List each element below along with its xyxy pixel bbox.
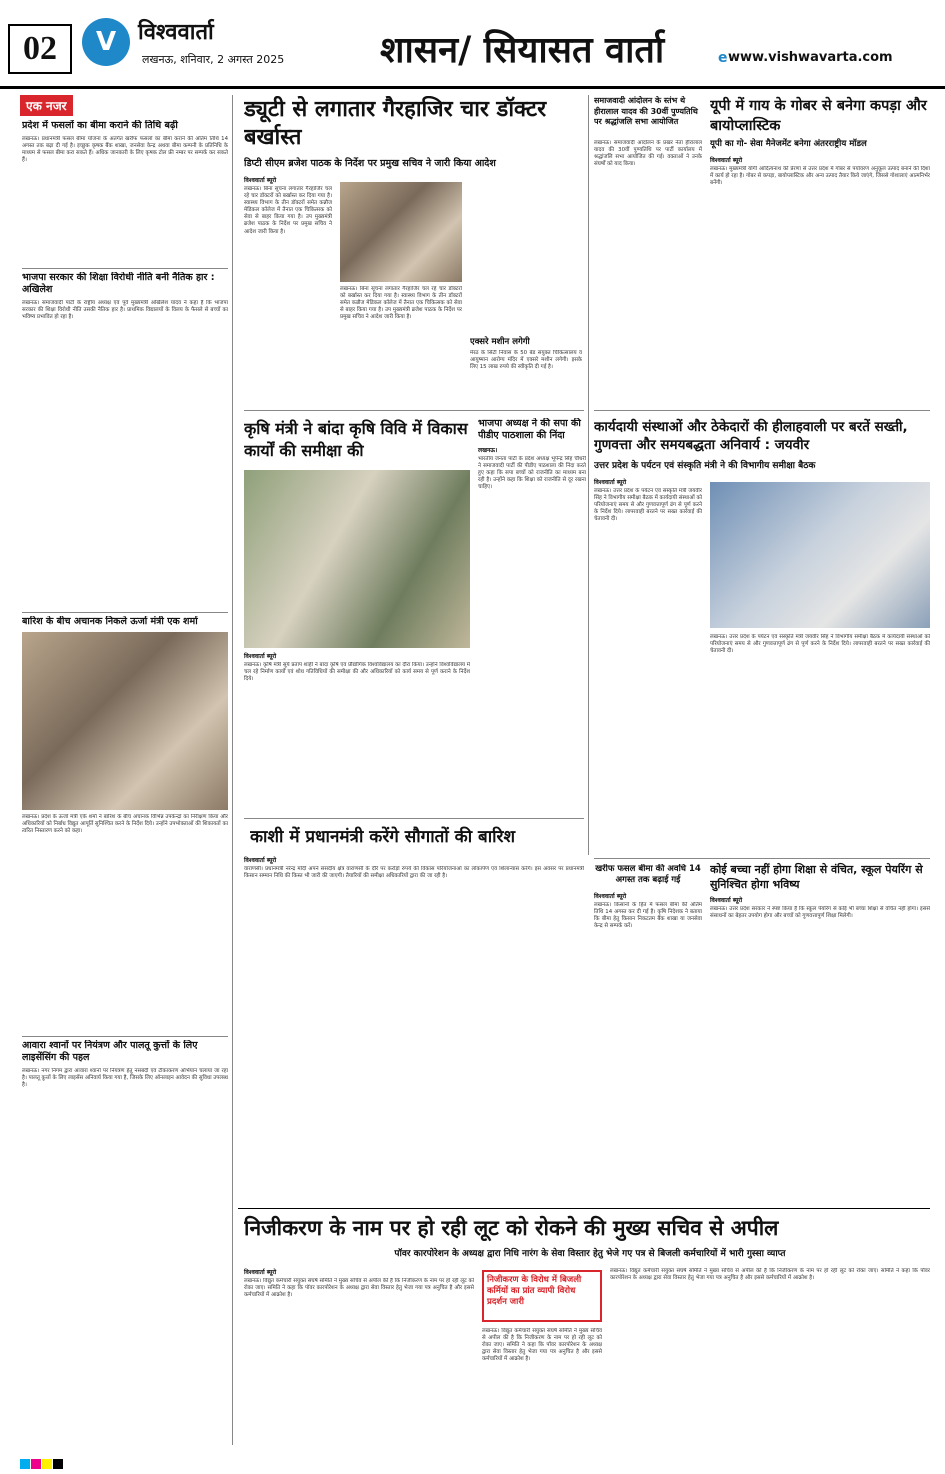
story-body-privatisation-cont2: लखनऊ। विद्युत कर्मचारी संयुक्त संघर्ष समिति ने मुख्य सचिव से अपील की है कि निजीकरण के नाम पर हो रही लूट को रोका जाए। समिति ने कहा कि पॉवर कारपोरेशन के अध्यक्ष द्वारा सेवा विस्तार हेतु भेजा गया पत्र अनुचित है और इससे कर्मचारियों में आक्रोश है। bbox=[610, 1268, 930, 1282]
brief-body-4: लखनऊ। नगर निगम द्वारा आवारा श्वानों पर नियंत्रण हेतु नसबंदी एवं टीकाकरण अभियान चलाया जा रहा है। पालतू कुत्तों के लिए लाइसेंस अनिवार्य किया गया है, जिसके लिए ऑनलाइन आवेदन की सुविधा उपलब्ध है। bbox=[22, 1068, 228, 1089]
byline: विश्ववार्ता ब्यूरो bbox=[710, 897, 743, 904]
web-icon: e bbox=[718, 50, 728, 66]
story-subhead-cow-dung: यूपी का गो- सेवा मैनेजमेंट बनेगा अंतरराष्ट्रीय मॉडल bbox=[710, 139, 867, 149]
story-body-tourism: लखनऊ। उत्तर प्रदेश के पर्यटन एवं संस्कृति मंत्री जयवीर सिंह ने विभागीय समीक्षा बैठक में कार्यदायी संस्थाओं को परियोजनाएं समय से और गुणवत्तापूर्ण ढंग से पूर्ण करने के निर्देश दिये। लापरवाही बरतने पर सख्त कार्रवाई की चेतावनी दी। bbox=[594, 488, 702, 523]
story-headline-tourism: कार्यदायी संस्थाओं और ठेकेदारों की हीलाहवाली पर बरतें सख्ती, गुणवत्ता और समयबद्धता अनिवार्य : जयवीर bbox=[594, 419, 908, 453]
story-body-school-pairing: लखनऊ। उत्तर प्रदेश सरकार ने स्पष्ट किया है कि स्कूल पेयरिंग से कोई भी बच्चा शिक्षा से वंचित नहीं होगा। इससे संसाधनों का बेहतर उपयोग होगा और बच्चों को गुणवत्तापूर्ण शिक्षा मिलेगी। bbox=[710, 906, 930, 920]
section-title: शासन/ सियासत वार्ता bbox=[380, 29, 665, 71]
brief-headline-2: भाजपा सरकार की शिक्षा विरोधी नीति बनी नैतिक हार : अखिलेश bbox=[22, 272, 215, 295]
byline: विश्ववार्ता ब्यूरो bbox=[710, 157, 743, 164]
divider bbox=[244, 818, 584, 819]
left-column bbox=[20, 95, 226, 116]
kicker-badge: एक नजर bbox=[20, 95, 73, 116]
agri-university-photo bbox=[244, 470, 470, 648]
story-headline-crop-insurance: खरीफ फसल बीमा की अवधि 14 अगस्त तक बढ़ाई गई bbox=[595, 864, 701, 885]
story-body-tourism-cont: लखनऊ। उत्तर प्रदेश के पर्यटन एवं संस्कृति मंत्री जयवीर सिंह ने विभागीय समीक्षा बैठक में कार्यदायी संस्थाओं को परियोजनाएं समय से और गुणवत्तापूर्ण ढंग से पूर्ण करने के निर्देश दिये। लापरवाही बरतने पर सख्त कार्रवाई की चेतावनी दी। bbox=[710, 634, 930, 655]
brief-body-1: लखनऊ। प्रधानमंत्री फसल बीमा योजना के अंतर्गत खरीफ फसलों का बीमा कराने की अंतिम तिथि 14 अगस्त तक बढ़ा दी गई है। इच्छुक कृषक बैंक शाखा, जनसेवा केन्द्र अथवा बीमा कम्पनी के प्रतिनिधि के माध्यम से फसल बीमा करा सकते हैं। अधिक जानकारी के लिए कृषक टोल फ्री नम्बर पर सम्पर्क कर सकते हैं। bbox=[22, 136, 228, 164]
story-body-kashi: वाराणसी। प्रधानमंत्री नरेन्द्र मोदी अपने संसदीय क्षेत्र वाराणसी के दौरे पर करोड़ों रुपये की विकास परियोजनाओं का लोकार्पण एवं शिलान्यास करेंगे। इस अवसर पर प्रधानमंत्री किसान सम्मान निधि की किस्त भी जारी की जाएगी। तैयारियों की समीक्षा अधिकारियों द्वारा की जा रही है। bbox=[244, 866, 584, 880]
story-subhead-tourism: उत्तर प्रदेश के पर्यटन एवं संस्कृति मंत्री ने की विभागीय समीक्षा बैठक bbox=[594, 461, 816, 471]
divider bbox=[22, 1036, 228, 1037]
byline: विश्ववार्ता ब्यूरो bbox=[594, 479, 627, 486]
brand-name: विश्ववार्ता bbox=[138, 20, 214, 45]
byline: विश्ववार्ता ब्यूरो bbox=[244, 1269, 277, 1276]
masthead-rule bbox=[0, 86, 945, 89]
brief-headline-3: बारिश के बीच अचानक निकले ऊर्जा मंत्री एक शर्मा bbox=[22, 616, 198, 627]
story-body-pda: भारतीय जनता पार्टी के प्रदेश अध्यक्ष भूपेन्द्र सिंह चौधरी ने समाजवादी पार्टी की पीडीए पाठशाला की निंदा करते हुए कहा कि सपा बच्चों को राजनीति का माध्यम बना रही है। उन्होंने कहा कि शिक्षा को राजनीति से दूर रखना चाहिए। bbox=[478, 456, 586, 491]
story-headline-privatisation: निजीकरण के नाम पर हो रही लूट को रोकने की मुख्य सचिव से अपील bbox=[244, 1216, 779, 1240]
story-body-privatisation-cont: लखनऊ। विद्युत कर्मचारी संयुक्त संघर्ष समिति ने मुख्य सचिव से अपील की है कि निजीकरण के नाम पर हो रही लूट को रोका जाए। समिति ने कहा कि पॉवर कारपोरेशन के अध्यक्ष द्वारा सेवा विस्तार हेतु भेजा गया पत्र अनुचित है और इससे कर्मचारियों में आक्रोश है। bbox=[482, 1328, 602, 1363]
story-body-doctors: लखनऊ। बिना सूचना लगातार गैरहाजिर चल रहे चार डॉक्टरों को बर्खास्त कर दिया गया है। स्वास्थ्य विभाग के तीन डॉक्टरों समेत कन्नौज मेडिकल कॉलेज में तैनात एक चिकित्सक को सेवा से बाहर किया गया है। उप मुख्यमंत्री ब्रजेश पाठक के निर्देश पर प्रमुख सचिव ने आदेश जारी किया है। bbox=[244, 186, 332, 235]
story-subhead-privatisation: पॉवर कारपोरेशन के अध्यक्ष द्वारा निधि नारंग के सेवा विस्तार हेतु भेजे गए पत्र से बिजली कर्मचारियों में भारी गुस्सा व्याप्त bbox=[394, 1249, 786, 1259]
story-headline-hiralal: समाजवादी आंदोलन के स्तंभ थे हीरालाल यादव की 30वीं पुण्यतिथि पर श्रद्धांजलि सभा आयोजित bbox=[594, 96, 698, 126]
story-headline-doctors: ड्यूटी से लगातार गैरहाजिर चार डॉक्टर बर्खास्त bbox=[244, 97, 547, 150]
energy-minister-photo bbox=[22, 632, 228, 810]
deputy-cm-photo bbox=[340, 182, 462, 282]
story-headline-agri: कृषि मंत्री ने बांदा कृषि विवि में विकास कार्यों की समीक्षा की bbox=[244, 419, 468, 460]
byline: विश्ववार्ता ब्यूरो bbox=[244, 653, 277, 660]
divider bbox=[594, 858, 930, 859]
color-registration-marks bbox=[20, 1454, 64, 1473]
story-body-privatisation: लखनऊ। विद्युत कर्मचारी संयुक्त संघर्ष समिति ने मुख्य सचिव से अपील की है कि निजीकरण के नाम पर हो रही लूट को रोका जाए। समिति ने कहा कि पॉवर कारपोरेशन के अध्यक्ष द्वारा सेवा विस्तार हेतु भेजा गया पत्र अनुचित है और इससे कर्मचारियों में आक्रोश है। bbox=[244, 1278, 474, 1299]
divider bbox=[594, 410, 930, 411]
tourism-meeting-photo bbox=[710, 482, 930, 628]
callout-box: निजीकरण के विरोध में बिजली कर्मियों का प्रांत व्यापी विरोध प्रदर्शन जारी bbox=[482, 1270, 602, 1322]
byline: विश्ववार्ता ब्यूरो bbox=[244, 857, 277, 864]
divider bbox=[238, 1208, 930, 1209]
story-headline-cow-dung: यूपी में गाय के गोबर से बनेगा कपड़ा और बायोप्लास्टिक bbox=[710, 98, 927, 134]
divider bbox=[22, 268, 228, 269]
story-body-crop-insurance: लखनऊ। किसानों के हित में फसल बीमा की अंतिम तिथि 14 अगस्त कर दी गई है। कृषि निदेशक ने बताया कि बीमा हेतु किसान निकटतम बैंक शाखा या जनसेवा केन्द्र से सम्पर्क करें। bbox=[594, 902, 702, 930]
brief-headline-4: आवारा श्वानों पर नियंत्रण और पालतू कुत्तों के लिए लाइसेंसिंग की पहल bbox=[22, 1040, 198, 1063]
website-link[interactable]: www.vishwavarta.com bbox=[728, 50, 893, 65]
story-body-hiralal: लखनऊ। समाजवादी आंदोलन के प्रखर नेता हीरालाल यादव की 30वीं पुण्यतिथि पर पार्टी कार्यालय में श्रद्धांजलि सभा आयोजित की गई। वक्ताओं ने उनके संघर्षों को याद किया। bbox=[594, 140, 702, 168]
aside-headline-xray: एक्सरे मशीन लगेगी bbox=[470, 337, 530, 347]
story-headline-school-pairing: कोई बच्चा नहीं होगा शिक्षा से वंचित, स्कूल पेयरिंग से सुनिश्चित होगा भविष्य bbox=[710, 863, 923, 891]
column-rule bbox=[588, 95, 589, 855]
aside-body-xray: मेरठ के सिटी निवास के 50 बेड संयुक्त चिकित्सालय व आयुष्मान आरोग्य मंदिर में एक्सरे मशीन लगेगी। इसके लिए 15 लाख रुपये की स्वीकृति दी गई है। bbox=[470, 350, 582, 371]
story-headline-pda: भाजपा अध्यक्ष ने की सपा की पीडीए पाठशाला की निंदा bbox=[478, 418, 581, 441]
byline: विश्ववार्ता ब्यूरो bbox=[594, 893, 627, 900]
story-subhead-doctors: डिप्टी सीएम ब्रजेश पाठक के निर्देश पर प्रमुख सचिव ने जारी किया आदेश bbox=[244, 158, 496, 169]
brief-body-2: लखनऊ। समाजवादी पार्टी के राष्ट्रीय अध्यक्ष एवं पूर्व मुख्यमंत्री अखिलेश यादव ने कहा है कि भाजपा सरकार की शिक्षा विरोधी नीति उसकी नैतिक हार है। प्राथमिक विद्यालयों के विलय के फैसले से बच्चों का भविष्य प्रभावित हो रहा है। bbox=[22, 300, 228, 321]
story-body-cow-dung: लखनऊ। मुख्यमंत्री योगी आदित्यनाथ की प्रेरणा से उत्तर प्रदेश में गोबर से पर्यावरण अनुकूल उत्पाद बनाने की दिशा में कार्य हो रहा है। गोबर से कपड़ा, बायोप्लास्टिक और अन्य उत्पाद तैयार किये जाएंगे, जिससे गोशालाएं आत्मनिर्भर बनेंगी। bbox=[710, 166, 930, 187]
page-number: 02 bbox=[8, 24, 72, 74]
column-rule bbox=[232, 95, 233, 1445]
divider bbox=[244, 410, 584, 411]
story-body-agri: लखनऊ। कृषि मंत्री सूर्य प्रताप शाही ने बांदा कृषि एवं प्रौद्योगिक विश्वविद्यालय का दौरा किया। उन्होंने विश्वविद्यालय में चल रहे निर्माण कार्यों एवं शोध गतिविधियों की समीक्षा की और अधिकारियों को कार्य समय से पूर्ण कराने के निर्देश दिये। bbox=[244, 662, 470, 683]
byline: विश्ववार्ता ब्यूरो bbox=[244, 177, 277, 184]
brief-body-3: लखनऊ। प्रदेश के ऊर्जा मंत्री एके शर्मा ने बारिश के बीच अचानक विभिन्न उपकेन्द्रों का निरीक्षण किया और अधिकारियों को निर्बाध विद्युत आपूर्ति सुनिश्चित करने के निर्देश दिये। उन्होंने उपभोक्ताओं की शिकायतों का त्वरित निस्तारण करने को कहा। bbox=[22, 814, 228, 835]
dateline: लखनऊ, शनिवार, 2 अगस्त 2025 bbox=[142, 53, 285, 66]
byline: लखनऊ। bbox=[478, 447, 498, 454]
story-headline-kashi: काशी में प्रधानमंत्री करेंगे सौगातों की बारिश bbox=[250, 827, 516, 847]
story-body-doctors-cont: लखनऊ। बिना सूचना लगातार गैरहाजिर चल रहे चार डॉक्टरों को बर्खास्त कर दिया गया है। स्वास्थ्य विभाग के तीन डॉक्टरों समेत कन्नौज मेडिकल कॉलेज में तैनात एक चिकित्सक को सेवा से बाहर किया गया है। उप मुख्यमंत्री ब्रजेश पाठक के निर्देश पर प्रमुख सचिव ने आदेश जारी किया है। bbox=[340, 286, 462, 321]
brand-logo-icon: V bbox=[82, 18, 130, 66]
masthead bbox=[0, 0, 945, 88]
brief-headline-1: प्रदेश में फसलों का बीमा कराने की तिथि बढ़ी bbox=[22, 120, 178, 131]
divider bbox=[22, 612, 228, 613]
